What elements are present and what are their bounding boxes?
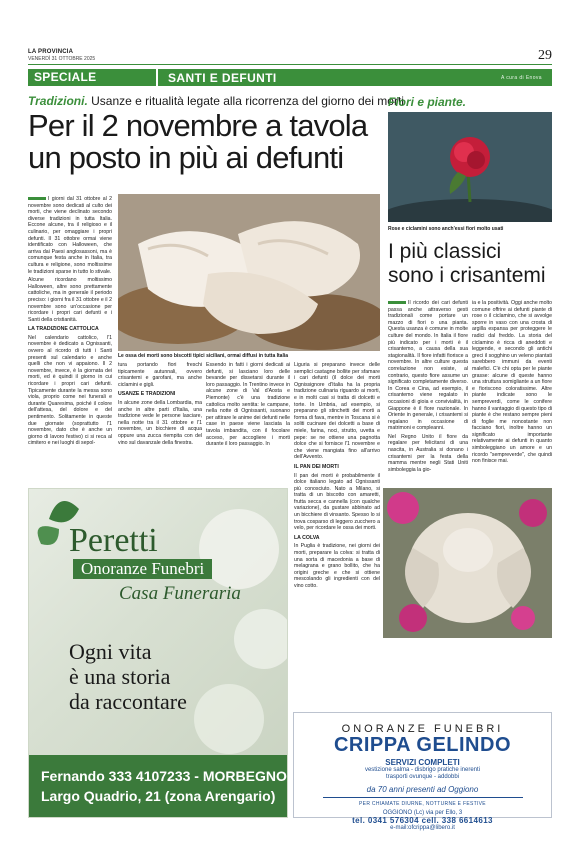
paragraph bbox=[388, 300, 468, 432]
kicker-text: Usanze e ritualità legate alla ricorrenza del giorno dei morti bbox=[87, 94, 404, 108]
ad-crippa-divider bbox=[323, 797, 523, 798]
rose-caption: Rose e ciclamini sono anch'essi fiori molto usati bbox=[388, 226, 504, 232]
photo-angel bbox=[383, 488, 552, 638]
paragraph bbox=[28, 196, 112, 275]
subheading: LA COLVA bbox=[294, 534, 320, 541]
ad-crippa-email[interactable]: e-mail:ofcrippa@libero.it bbox=[390, 825, 455, 831]
accent-bar bbox=[388, 301, 406, 304]
paragraph: tura portando fiori freschi tipicamente autunnali, ovvero crisantemi e garofani, ma anche ciclamini e gigli. bbox=[118, 362, 202, 388]
ad-crippa-address: OGGIONO (Lc) via per Ello, 3 bbox=[382, 810, 463, 816]
section-credit: A cura di Enova bbox=[500, 75, 542, 81]
top-rule bbox=[28, 64, 552, 65]
ad-crippa-phone[interactable]: tel. 0341 576304 cell. 338 6614613 bbox=[352, 816, 493, 825]
side-title: I più classici sono i crisantemi bbox=[388, 240, 546, 287]
paragraph: Alcune ricordano moltissimo Halloween, altre sono prettamente cattoliche, ma in generale il periodo preciso: i giorni fra il 31 ottobre e il 2 novembre sono un'occasione per ricordare i propri cari defunti e i Santi della cristianità. bbox=[28, 277, 112, 323]
section-label: SPECIALE bbox=[28, 69, 156, 86]
photo-caption: Le ossa dei morti sono biscotti tipici siciliani, ormai diffusi in tutta Italia bbox=[118, 353, 289, 359]
ad-crippa-desc: vestizione salma - disbrigo pratiche inerenti bbox=[364, 767, 481, 773]
kicker-strong: Tradizioni. bbox=[28, 94, 88, 108]
ad-crippa-calls: PER CHIAMATE DIURNE, NOTTURNE E FESTIVE bbox=[359, 801, 486, 807]
subheading: USANZE E TRADIZIONI bbox=[118, 391, 176, 398]
ad-crippa-title: ONORANZE FUNEBRI bbox=[341, 723, 504, 735]
ad-crippa-services: SERVIZI COMPLETI bbox=[385, 758, 460, 767]
masthead-date: VENERDÌ 31 OTTOBRE 2025 bbox=[28, 56, 96, 62]
section-topic bbox=[156, 69, 552, 86]
ad-contact-phone: Fernando 333 4107233 - MORBEGNO bbox=[41, 768, 287, 784]
ad-crippa[interactable] bbox=[293, 712, 552, 831]
page-number: 29 bbox=[538, 48, 552, 63]
side-label: Fiori e piante. bbox=[388, 95, 467, 109]
ad-crippa-desc: trasporti ovunque - addobbi bbox=[385, 774, 460, 780]
subheading: IL PAN DEI MORTI bbox=[294, 463, 339, 470]
article-col-4 bbox=[294, 362, 380, 592]
photo-biscotti bbox=[118, 194, 380, 351]
ad-slogan-line: è una storia bbox=[69, 664, 171, 689]
section-topic-text: SANTI E DEFUNTI bbox=[168, 71, 277, 85]
ad-peretti[interactable] bbox=[28, 488, 288, 818]
paragraph: In alcune zone della Lombardia, ma anche in altre parti d'Italia, una tradizione vede le persone lasciare, nella notte tra il 31 ottobre e l'1 novembre, un bicchiere di acqua oppure una zucca riempita con del vino sul davanzale della finestra. bbox=[118, 399, 202, 446]
paragraph-text: I giorni dal 31 ottobre al 2 novembre sono dedicati al culto dei morti, che viene declinato secondo diverse tradizioni in tutta Italia. Eccone alcune, tra il religioso e il culinario, per omaggiare i propri defunti. Il 31 ottobre ormai viene identificato con Halloween, che arriva dai Paesi anglosassoni, ma è comunque festa anche in Italia, tra cultura e religione, sono moltissime le tradizioni sparse in tutto lo stivale. bbox=[28, 196, 112, 275]
article-col-2 bbox=[118, 362, 202, 448]
section-bar bbox=[28, 69, 552, 86]
ad-crippa-brand: CRIPPA GELINDO bbox=[333, 734, 511, 756]
paragraph: ia e la positività. Oggi anche molto comune offrire ai defunti piante di rose o il ciclamino, che si avvolge sporre in vaso con una crosta di argilla espansa per proteggere le radici dal freddo. La storia del ciclamino è ricca di aneddoti e leggende, e secondo gli antichi greci il sogghino un veleno piantati sarebbero immuni da eventi malefici. C'è chi opta per le piante grasse: alcune di queste hanno una struttura somigliante a un fiore e fioriscono coloratissime. Altre piante indicate sono le sempreverdi, come le conifere hanno il vantaggio di questo tipo di piante è che restano sempre pieni di foglie me nonostante non facciano fiori, inoltre hanno un significato importante relativamente ai defunti in quanto simboleggiano un amore e un ricordo "sempreverde", che quindi non finisce mai. bbox=[472, 300, 552, 465]
paragraph: Nel Regno Unito il fiore da regalare per felicitarsi di una nascita, in Australia si donano i crisantemi per la festa della mamma mentre negli Stati Uniti simboleggia la gio- bbox=[388, 433, 468, 473]
side-col-1 bbox=[388, 300, 468, 475]
ad-slogan-line: Ogni vita bbox=[69, 639, 152, 664]
side-col-2 bbox=[472, 300, 552, 467]
paragraph: In Puglia è tradizione, nei giorni dei morti, preparare la colva: si tratta di una sorta di macedonia a base di melagrana e grano bollito, che ha origini greche e che si ottiene mescolando gli ingredienti con del vino cotto. bbox=[294, 543, 380, 589]
accent-bar bbox=[28, 197, 46, 200]
paragraph: Liguria si preparano invece delle semplici castagne bollite per sfamare i cari defunti (il dolce dei morti Ognissignore d'Italia ha la propria tradizione culinaria riguardo ai morti, e in molti casi si tratta di dolcetti e torte. In Umbria, ad esempio, si preparano gli stinchetti dei morti a forma di fava, mentre in Toscana si è soliti cucinare dei dolcetti a base di miele, farina, noci, strutto, uvetta e pepe: se ne ottiene una pagnotta dolce che si fornisce l'1 novembre e che viene mangiata fino all'arrivo dell'Avvento. bbox=[294, 362, 380, 461]
kicker bbox=[28, 94, 404, 108]
ad-crippa-years: da 70 anni presenti ad Oggiono bbox=[366, 785, 479, 794]
paragraph: Il pan dei morti è probabilmente il dolce italiano legato ad Ognissanti più conosciuto. Nato a Milano, si tratta di un biscotto con amaretti, frutta secca e cannella (con qualche variazione), da gustare abbinato ad un bicchiere di vinsanto. Spesso lo si trova cosparso di leggero zucchero a velo, per ricordare le ossa dei morti. bbox=[294, 472, 380, 532]
subheading: LA TRADIZIONE CATTOLICA bbox=[28, 326, 99, 333]
ad-brand: Peretti bbox=[69, 522, 158, 559]
masthead-name: LA PROVINCIA bbox=[28, 49, 74, 55]
ad-brand-line2: Onoranze Funebri bbox=[73, 559, 212, 579]
ad-contact bbox=[29, 755, 287, 817]
paragraph: Nel calendario cattolico, l'1 novembre è dedicato a Ognissanti, ovvero al ricordo di tutti i Santi presenti sul calendario e anche quelli che non vi appaiono. Il 2 novembre, invece, è la giornata dei morti, ed è quindi il giorno in cui ricordare i propri cari defunti. Tipicamente durante la messa sono viola, proprio come nei funerali e durante Quaresima, poiché il colore dell'attesa, del dolore e del pentimento. Solitamente in queste due giornate (soprattutto l'1 novembre, dato che è anche un giorno di lavoro festivo) ci si reca al cimitero e nei luoghi di sepol- bbox=[28, 334, 112, 447]
headline: Per il 2 novembre a tavola un posto in più ai defunti bbox=[28, 108, 368, 175]
ad-slogan bbox=[69, 639, 187, 714]
photo-rose bbox=[388, 112, 552, 222]
paragraph-text: Il ricordo dei cari defunti passa anche attraverso gesti tradizionali come portare un mazzo di fiori o una pianta. Questa usanza è comune in molte culture del mondo. In Italia il fiore più indicato per i morti è il crisantemo, a causa della sua stagionalità. Il fiore infatti fiorisce a novembre. In altre culture questa correlazione non esiste, al contrario, questo fiore assume un significato completamente diverso. In Corea e Cina, ad esempio, il crisantemo viene regalato in occasioni di gioia e convivialità, in Giappone è il fiore nazionale. In Oriente in generale, i crisantemi si regalano in occasione di matrimoni e compleanni. bbox=[388, 300, 468, 432]
paragraph: Essendo in fatti i giorni dedicati ai defunti, si lasciano loro delle bevande per dissetarsi durante il loro passaggio. In Trentino invece in alcune zone di Val d'Aosta e Piemonte) c'è una tradizione cattolica molto sentita: le campane, nella notte di Ognissanti, suonano per attirare le anime dei defunti nelle case in paese viene lasciata la tavola imbandita, con il focolare acceso, per accogliere i morti durante il loro passaggio. In bbox=[206, 362, 290, 448]
ad-slogan-line: da raccontare bbox=[69, 689, 187, 714]
ad-brand-line3: Casa Funeraria bbox=[119, 583, 241, 604]
article-col-1 bbox=[28, 196, 112, 449]
ad-contact-address: Largo Quadrio, 21 (zona Arengario) bbox=[41, 788, 276, 804]
article-col-3 bbox=[206, 362, 290, 450]
